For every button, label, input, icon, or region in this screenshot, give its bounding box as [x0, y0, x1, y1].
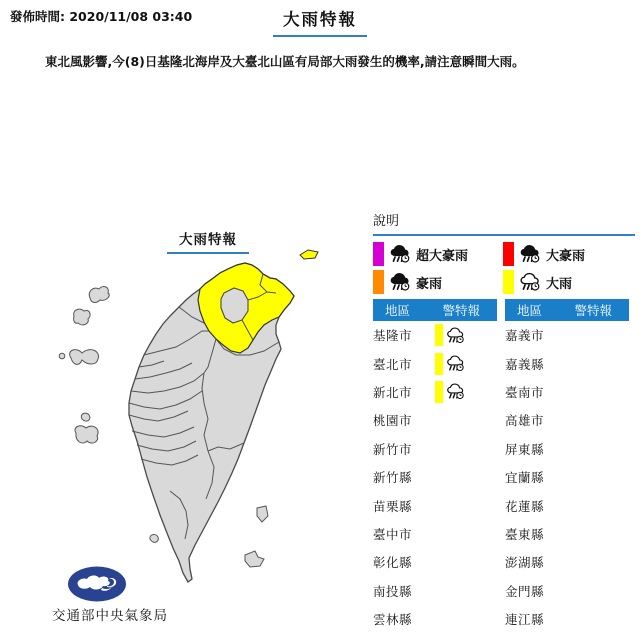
- warning-cell: [435, 324, 466, 346]
- region-name: 澎湖縣: [505, 555, 545, 571]
- region-name: 臺南市: [505, 384, 545, 400]
- table-row: [505, 577, 629, 605]
- warning-cell: [435, 353, 466, 375]
- legend: [373, 242, 635, 294]
- region-name: 嘉義市: [505, 328, 545, 344]
- penghu-islands-main: [75, 426, 98, 443]
- region-table-right: [505, 321, 629, 633]
- table-row: [373, 548, 497, 576]
- warning-cell: [435, 381, 466, 403]
- map-title-label: 大雨特報: [167, 228, 249, 254]
- region-name: 新竹縣: [373, 470, 413, 486]
- table-row: [373, 435, 497, 463]
- table-row: [505, 548, 629, 576]
- table-row: [373, 378, 497, 406]
- table-header-right: [505, 299, 629, 321]
- region-name: 臺東縣: [505, 526, 545, 542]
- matsu-island-south: [74, 309, 90, 325]
- region-name: 屏東縣: [505, 441, 545, 457]
- region-tables: [373, 321, 635, 633]
- table-row: [373, 406, 497, 434]
- region-header: 地區: [385, 303, 411, 318]
- warning-header: 警特報: [442, 303, 480, 318]
- rain-cloud-filled-icon: [518, 242, 542, 266]
- region-name: 臺北市: [373, 356, 413, 372]
- green-island: [257, 506, 268, 522]
- magenta-swatch: [373, 242, 384, 266]
- table-row: [373, 520, 497, 548]
- agency-name: 交通部中央氣象局: [52, 608, 168, 624]
- publish-time: 發佈時間: 2020/11/08 03:40: [10, 9, 193, 24]
- warning-color-bar: [435, 353, 443, 375]
- legend-item-torrential-rain: [503, 242, 635, 266]
- table-row: [373, 605, 497, 633]
- rain-cloud-filled-icon: [388, 242, 412, 266]
- region-name: 嘉義縣: [505, 356, 545, 372]
- legend-item-extreme-torrential-rain: [373, 242, 503, 266]
- region-name: 雲林縣: [373, 612, 413, 628]
- rain-cloud-outline-icon: [445, 353, 466, 374]
- legend-title: 說明: [373, 210, 635, 236]
- taipei-basin: [221, 288, 248, 323]
- region-table-left: [373, 321, 497, 633]
- rain-cloud-outline-icon: [445, 381, 466, 402]
- table-row: [373, 577, 497, 605]
- table-header-left: [373, 299, 497, 321]
- penghu-islands-north: [81, 413, 90, 421]
- kinmen-islet: [59, 353, 65, 359]
- table-row: [505, 321, 629, 349]
- region-name: 基隆市: [373, 328, 413, 344]
- region-name: 南投縣: [373, 583, 413, 599]
- info-panel: [373, 210, 635, 633]
- northeast-islet: [300, 250, 318, 259]
- legend-item-heavy-rain: [503, 270, 635, 294]
- table-row: [505, 378, 629, 406]
- table-row: [505, 463, 629, 491]
- region-name: 彰化縣: [373, 555, 413, 571]
- cwb-logo: [66, 564, 128, 604]
- region-name: 桃園市: [373, 413, 413, 429]
- region-name: 苗栗縣: [373, 498, 413, 514]
- region-name: 宜蘭縣: [505, 470, 545, 486]
- kinmen-island: [70, 350, 99, 365]
- table-headers: [373, 299, 635, 321]
- rain-cloud-filled-icon: [388, 270, 412, 294]
- region-header: 地區: [517, 303, 543, 318]
- warning-header: 警特報: [574, 303, 612, 318]
- rain-cloud-outline-icon: [445, 325, 466, 346]
- legend-label: 大豪雨: [546, 248, 586, 264]
- advisory-text: 東北風影響,今(8)日基隆北海岸及大臺北山區有局部大雨發生的機率,請注意瞬間大雨。: [45, 54, 525, 69]
- region-name: 金門縣: [505, 583, 545, 599]
- table-row: [505, 406, 629, 434]
- liuqiu-island: [150, 535, 158, 543]
- rain-cloud-outline-icon: [518, 270, 542, 294]
- table-row: [505, 520, 629, 548]
- warning-color-bar: [435, 381, 443, 403]
- table-row: [505, 491, 629, 519]
- legend-item-extremely-heavy-rain: [373, 270, 503, 294]
- table-row: [373, 491, 497, 519]
- table-row: [505, 605, 629, 633]
- legend-label: 豪雨: [416, 276, 443, 292]
- region-name: 高雄市: [505, 413, 545, 429]
- table-row: [505, 349, 629, 377]
- legend-label: 超大豪雨: [416, 248, 469, 264]
- region-name: 新竹市: [373, 441, 413, 457]
- region-name: 新北市: [373, 384, 413, 400]
- region-name: 花蓮縣: [505, 498, 545, 514]
- warning-color-bar: [435, 324, 443, 346]
- table-row: [373, 349, 497, 377]
- table-row: [505, 435, 629, 463]
- matsu-island-north: [89, 286, 109, 302]
- page-title: 大雨特報: [273, 6, 367, 37]
- legend-label: 大雨: [546, 276, 573, 292]
- orange-swatch: [373, 270, 384, 294]
- red-swatch: [503, 242, 514, 266]
- region-name: 連江縣: [505, 612, 545, 628]
- orchid-island: [245, 551, 264, 567]
- table-row: [373, 321, 497, 349]
- yellow-swatch: [503, 270, 514, 294]
- region-name: 臺中市: [373, 526, 413, 542]
- table-row: [373, 463, 497, 491]
